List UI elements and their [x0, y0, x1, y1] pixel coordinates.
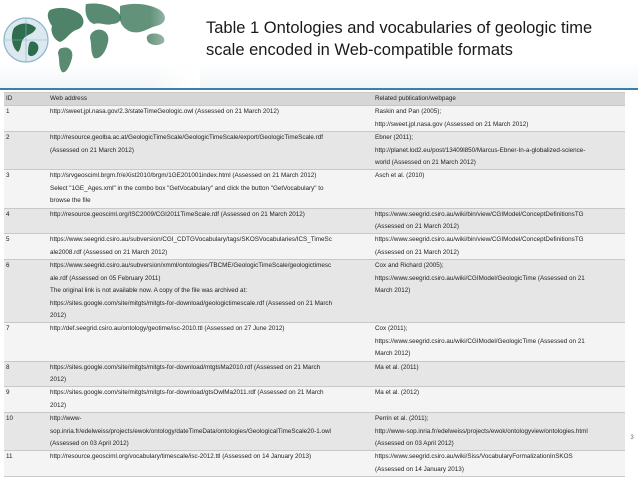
header-id: ID	[4, 93, 48, 106]
web-address-line: (Assessed on 03 April 2012)	[50, 439, 129, 447]
table-row	[4, 413, 625, 451]
web-address-line: https://sites.google.com/site/mitgts/mitgts-for-download/gtsOwlMa2011.rdf (Assessed on 21 March	[50, 389, 324, 397]
slide-header	[0, 0, 638, 88]
table-row	[4, 234, 625, 260]
publication-line: http://sweet.jpl.nasa.gov (Assessed on 21 March 2012)	[375, 120, 529, 128]
web-address-line: Select "1GE_Ages.xml" in the combo box "GetVocabulary" and click the button "GetVocabulary" to	[50, 184, 324, 192]
row-web-address	[48, 170, 373, 208]
row-id: 9	[4, 387, 48, 413]
row-related-publication	[373, 260, 625, 323]
row-related-publication	[373, 361, 625, 387]
web-address-line: 2012)	[50, 375, 67, 383]
table-row	[4, 132, 625, 170]
publication-line: world (Assessed on 21 March 2012)	[375, 159, 476, 167]
publication-line: March 2012)	[375, 287, 411, 295]
publication-line: Asch et al. (2010)	[375, 172, 425, 180]
row-web-address	[48, 106, 373, 132]
publication-line: Ma et al. (2011)	[375, 363, 419, 371]
row-id: 11	[4, 451, 48, 477]
table-header-row	[4, 93, 625, 106]
publication-line: http://www-sop.inria.fr/edelweiss/projects/ewok/ontologyview/ontologies.html	[375, 427, 588, 435]
publication-line: Cox and Richard (2005);	[375, 262, 444, 270]
row-web-address	[48, 132, 373, 170]
row-related-publication	[373, 234, 625, 260]
row-id: 3	[4, 170, 48, 208]
web-address-line: browse the file	[50, 197, 91, 205]
web-address-line: http://def.seegrid.csiro.au/ontology/geotime/isc-2010.ttl (Assessed on 27 June 2012)	[50, 325, 285, 333]
web-address-line: http://resource.geolba.ac.at/GeologicTimeScale/GeologicTimeScale/export/GeologicTimeScale.rdf	[50, 134, 323, 142]
table-row	[4, 170, 625, 208]
web-address-line: ale.rdf (Assessed on 05 February 2011)	[50, 274, 161, 282]
header-divider	[0, 88, 638, 90]
row-web-address	[48, 413, 373, 451]
publication-line: http://planet.lod2.eu/post/13409l850/Marcus-Ebner-In-a-globalized-science-	[375, 146, 586, 154]
row-id: 2	[4, 132, 48, 170]
web-address-line: 2012)	[50, 401, 67, 409]
row-id: 7	[4, 323, 48, 361]
row-id: 5	[4, 234, 48, 260]
web-address-line: http://resource.geosciml.org/ISC2009/CGI2011TimeScale.rdf (Assessed on 21 March 2012)	[50, 210, 305, 218]
publication-line: https://www.seegrid.csiro.au/wiki/CGIModel/GeologicTime (Assessed on 21	[375, 337, 585, 345]
row-id: 8	[4, 361, 48, 387]
web-address-line: ale2008.rdf (Assessed on 21 March 2012)	[50, 248, 168, 256]
table-row	[4, 387, 625, 413]
publication-line: https://www.seegrid.csiro.au/wiki/Siss/VocabularyFormalizationInSKOS	[375, 453, 573, 461]
row-related-publication	[373, 413, 625, 451]
publication-line: (Assessed on 21 March 2012)	[375, 223, 460, 231]
row-web-address	[48, 451, 373, 477]
publication-line: https://www.seegrid.csiro.au/wiki/bin/view/CGIModel/ConceptDefinitionsTG	[375, 236, 584, 244]
web-address-line: 2012)	[50, 311, 67, 319]
row-web-address	[48, 208, 373, 234]
slide-title: Table 1 Ontologies and vocabularies of geologic time scale encoded in Web-compatible formats	[206, 19, 593, 59]
web-address-line: http://www-	[50, 415, 82, 423]
row-id: 10	[4, 413, 48, 451]
page-number: 3	[630, 435, 634, 441]
publication-line: https://www.seegrid.csiro.au/wiki/CGIModel/GeologicTime (Assessed on 21	[375, 274, 585, 282]
table-row	[4, 260, 625, 323]
ontology-table-container	[4, 92, 625, 477]
web-address-line: https://www.seegrid.csiro.au/subversion/xmml/ontologies/TBCME/GeologicTimeScale/geologictimesc	[50, 262, 332, 270]
web-address-line: http://sweet.jpl.nasa.gov/2.3/stateTimeGeologic.owl (Assessed on 21 March 2012)	[50, 108, 280, 116]
web-address-line: https://sites.google.com/site/mitgts/mitgts-for-download/geologictimescale.rdf (Assessed on 21 March	[50, 299, 333, 307]
web-address-line: http://resource.geosciml.org/vocabulary/timescale/isc-2012.ttl (Assessed on 14 January 2013)	[50, 453, 312, 461]
web-address-line: https://sites.google.com/site/mitgts/mitgts-for-download/mtgtsMa2010.rdf (Assessed on 21 March	[50, 363, 321, 371]
row-related-publication	[373, 132, 625, 170]
ontology-table	[4, 92, 625, 477]
table-row	[4, 106, 625, 132]
web-address-line: (Assessed on 21 March 2012)	[50, 146, 135, 154]
row-related-publication	[373, 106, 625, 132]
row-related-publication	[373, 323, 625, 361]
publication-line: Perrin et al. (2011);	[375, 415, 429, 423]
web-address-line: https://www.seegrid.csiro.au/subversion/CGI_CDTGVocabulary/tags/SKOSVocabularies/ICS_TimeSc	[50, 236, 332, 244]
row-web-address	[48, 387, 373, 413]
table-row	[4, 208, 625, 234]
publication-line: (Assessed on 14 January 2013)	[375, 465, 464, 473]
row-related-publication	[373, 451, 625, 477]
publication-line: Cox (2011);	[375, 325, 408, 333]
table-row	[4, 451, 625, 477]
publication-line: (Assessed on 03 April 2012)	[375, 439, 454, 447]
world-map-icon	[0, 0, 200, 88]
row-id: 4	[4, 208, 48, 234]
row-id: 6	[4, 260, 48, 323]
header-related-publication: Related publication/webpage	[373, 93, 625, 106]
web-address-line: sop.inria.fr/edelweiss/projects/ewok/ontology/dateTimeData/ontologies/GeologicalTimeScale20-1.owl	[50, 427, 331, 435]
table-row	[4, 361, 625, 387]
publication-line: (Assessed on 21 March 2012)	[375, 248, 460, 256]
row-web-address	[48, 234, 373, 260]
table-row	[4, 323, 625, 361]
row-web-address	[48, 260, 373, 323]
row-related-publication	[373, 170, 625, 208]
row-related-publication	[373, 387, 625, 413]
publication-line: March 2012)	[375, 350, 411, 358]
row-id: 1	[4, 106, 48, 132]
row-web-address	[48, 361, 373, 387]
publication-line: Ebner (2011);	[375, 134, 414, 142]
publication-line: Ma et al. (2012)	[375, 389, 420, 397]
publication-line: https://www.seegrid.csiro.au/wiki/bin/view/CGIModel/ConceptDefinitionsTG	[375, 210, 584, 218]
header-web-address: Web address	[48, 93, 373, 106]
web-address-line: The original link is not available now. A copy of the file was archived at:	[50, 287, 248, 295]
web-address-line: http://srvgeosciml.brgm.fr/eXist2010/brgm/1GE201001index.html (Assessed on 21 March 2012)	[50, 172, 317, 180]
row-related-publication	[373, 208, 625, 234]
row-web-address	[48, 323, 373, 361]
publication-line: Raskin and Pan (2005);	[375, 108, 442, 116]
